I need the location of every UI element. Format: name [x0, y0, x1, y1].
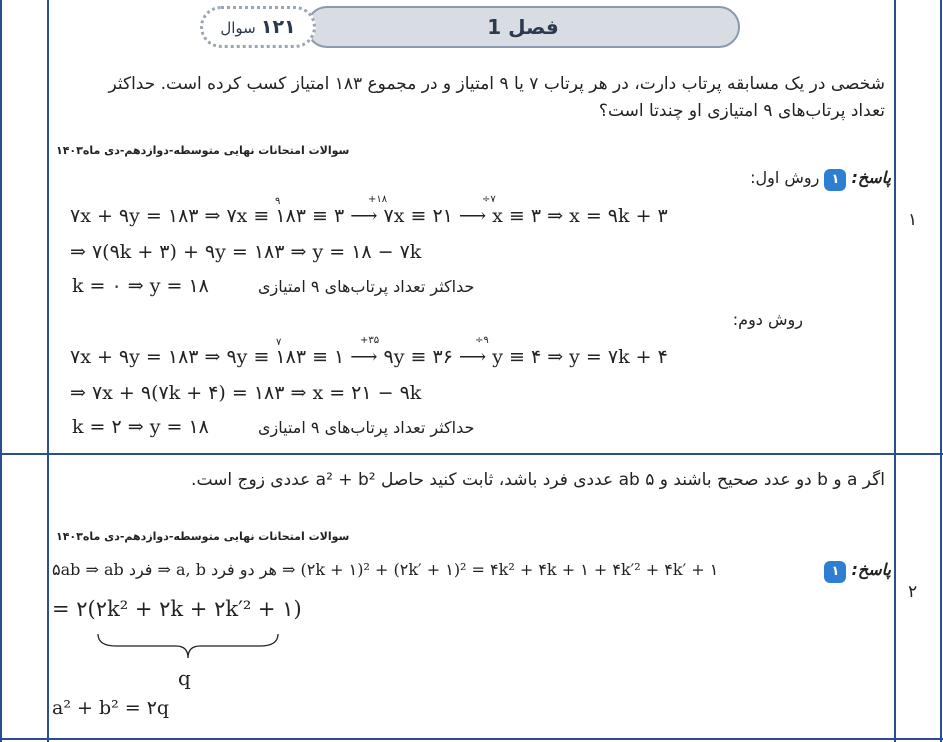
q1-m2-line3-text: حداکثر تعداد پرتاب‌های ۹ امتیازی: [258, 418, 475, 437]
q2-line3: a² + b² = ۲q: [52, 697, 170, 719]
q1-m1-line3-text: حداکثر تعداد پرتاب‌های ۹ امتیازی: [258, 277, 475, 296]
table-border-left: [0, 0, 2, 742]
q1-m1-op-add: +۱۸: [368, 194, 388, 205]
row-separator: [0, 453, 943, 455]
table-border-bottom: [0, 738, 943, 740]
question-count-pill: [200, 6, 316, 48]
q2-underbrace: [96, 632, 280, 662]
question-number-2: ۲: [908, 582, 918, 602]
q2-answer-label: پاسخ:: [851, 560, 891, 579]
q2-line2: = ۲(۲k² + ۲k + ۲k′² + ۱): [52, 597, 302, 621]
question-word: سوال: [220, 19, 256, 37]
q1-m2-op-div: ÷۹: [475, 335, 489, 346]
q1-source: سوالات امتحانات نهایی متوسطه-دوازدهم-دی ماه۱۴۰۳: [56, 144, 350, 157]
question-count: ۱۲۱: [260, 16, 296, 38]
q2-brace-label: q: [178, 666, 191, 690]
q2-text: اگر a و b دو عدد صحیح باشند و ۵ ab عددی فرد باشد، ثابت کنید حاصل a² + b² عددی زوج است.: [191, 470, 885, 490]
table-border-right: [940, 0, 942, 742]
q1-answer-label: پاسخ:: [851, 168, 891, 187]
chapter-pill: [306, 6, 740, 48]
q1-score-badge: ۱: [824, 169, 846, 191]
q1-m1-line3-math: k = ۰ ⇒ y = ۱۸: [72, 275, 209, 297]
q1-m2-op-add: +۳۵: [360, 335, 380, 346]
q1-text-line1: شخصی در یک مسابقه پرتاب دارت، در هر پرتاب ۷ یا ۹ امتیاز و در مجموع ۱۸۳ امتیاز کسب کرده است. حداکثر: [108, 74, 885, 94]
q2-answer-header: [824, 560, 891, 583]
q1-m2-line3-math: k = ۲ ⇒ y = ۱۸: [72, 416, 209, 438]
q1-m1-line1: ۷x + ۹y = ۱۸۳ ⇒ ۷x ≡ ۱۸۳ ≡ ۳ ⟶ ۷x ≡ ۲۱ ⟶ x ≡ ۳ ⇒ x = ۹k + ۳: [70, 205, 668, 227]
table-border-divider: [894, 0, 896, 742]
question-number-1: ۱: [908, 210, 918, 230]
q1-m1-mod-mark: ۹: [275, 196, 281, 207]
q1-m2-line1: ۷x + ۹y = ۱۸۳ ⇒ ۹y ≡ ۱۸۳ ≡ ۱ ⟶ ۹y ≡ ۳۶ ⟶ y ≡ ۴ ⇒ y = ۷k + ۴: [70, 346, 668, 368]
q1-m1-line2: ⇒ ۷(۹k + ۳) + ۹y = ۱۸۳ ⇒ y = ۱۸ − ۷k: [70, 241, 422, 263]
q1-m1-op-div: ÷۷: [482, 194, 496, 205]
table-border-inner-left: [47, 0, 49, 742]
q1-m2-mod-mark: ۷: [276, 337, 282, 348]
q2-line1: ۵ab ⇒ ab فرد ⇒ a, b هر دو فرد ⇒ (۲k + ۱)² + (۲k′ + ۱)² = ۴k² + ۴k + ۱ + ۴k′² + ۴k′ + ۱: [52, 560, 719, 579]
q2-score-badge: ۱: [824, 561, 846, 583]
q1-method2-label: روش دوم:: [732, 310, 803, 329]
chapter-title: فصل 1: [487, 15, 559, 39]
q1-method1-label: روش اول:: [750, 168, 820, 187]
q1-answer-header: [750, 168, 891, 191]
q1-text-line2: تعداد پرتاب‌های ۹ امتیازی او چندتا است؟: [598, 101, 885, 121]
q2-underbrace-path: [98, 634, 278, 658]
q1-m2-line2: ⇒ ۷x + ۹(۷k + ۴) = ۱۸۳ ⇒ x = ۲۱ − ۹k: [70, 382, 422, 404]
q2-source: سوالات امتحانات نهایی متوسطه-دوازدهم-دی ماه۱۴۰۳: [56, 530, 350, 543]
